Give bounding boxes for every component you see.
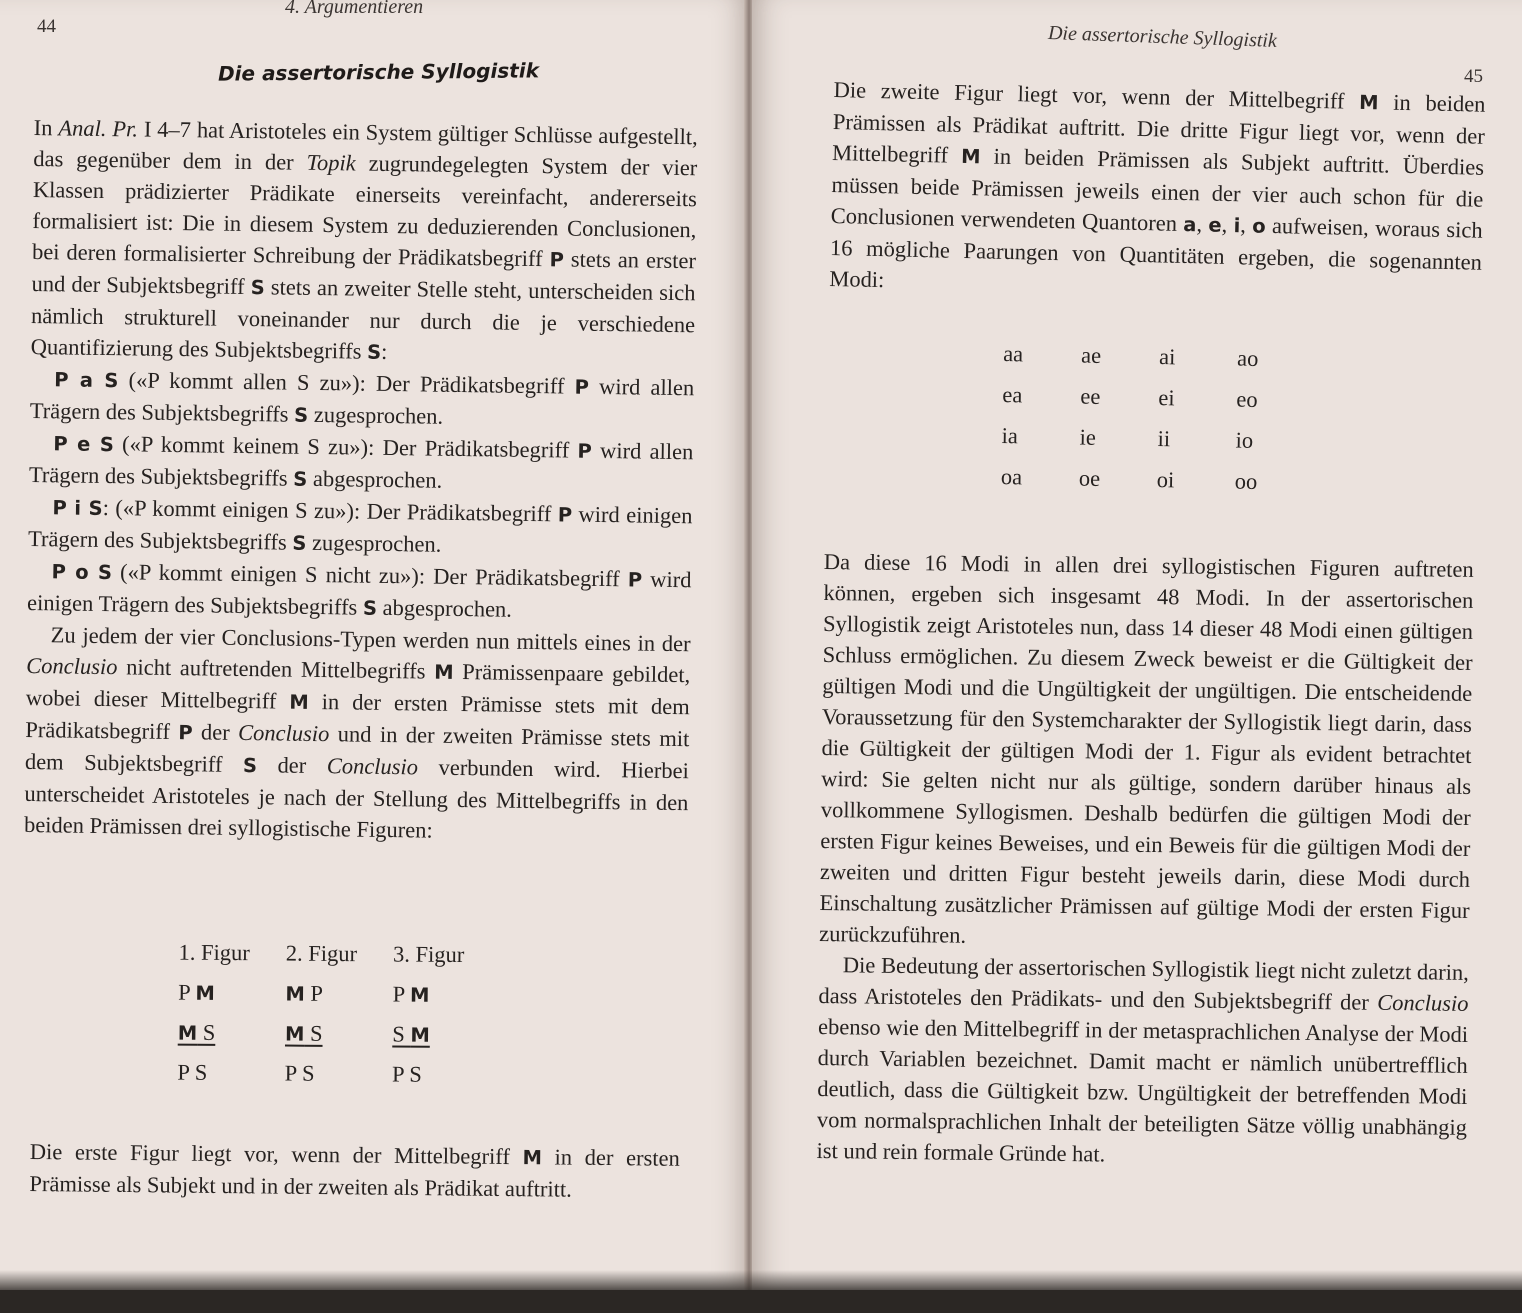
- modus-cell: oe: [1078, 464, 1101, 491]
- definition-pos: P o S («P kommt einigen S nicht zu»): Der Prädikatsbegriff P wird einigen Trägern des Subjektsbegriffs S abgesprochen.: [26, 559, 692, 622]
- modus-cell: oo: [1234, 467, 1258, 494]
- bottom-shadow: [0, 1270, 1522, 1313]
- right-page: [752, 0, 1522, 1290]
- figures-row: [177, 1053, 499, 1096]
- figures-table: [177, 933, 500, 1096]
- figure-cell: P M: [178, 979, 215, 1005]
- modus-cell: ae: [1080, 342, 1102, 368]
- modus-cell: ei: [1158, 384, 1175, 410]
- modi-row: [1002, 374, 1315, 421]
- first-figure-paragraph: Die erste Figur liegt vor, wenn der Mittelbegriff M in der ersten Prämisse als Subjekt und in der zweiten als Prädikat auftritt.: [29, 1138, 680, 1202]
- definition-pas: P a S («P kommt allen S zu»): Der Prädikatsbegriff P wird allen Trägern des Subjektsbegriffs S zugesprochen.: [29, 367, 695, 429]
- modus-cell: oi: [1156, 466, 1175, 492]
- significance-paragraph: Die Bedeutung der assertorischen Syllogistik liegt nicht zuletzt darin, dass Aristoteles den Prädikats- und den Subjektsbegriff der Conclusio ebenso wie den Mittelbegriff in der metasprachlichen Analyse der Modi durch Variablen bezeichnet. Damit macht er nämlich unübertrefflich deutlich, dass die Gültigkeit bzw. Ungültigkeit der betreffenden Modi vom normalsprachlichen Inhalt der beteiligten Sätze völlig unabhängig ist und rein formale Gründe hat.: [816, 952, 1469, 1167]
- modus-cell: ee: [1080, 383, 1101, 409]
- modi-row: [1003, 333, 1316, 380]
- definition-pes: P e S («P kommt keinem S zu»): Der Prädikatsbegriff P wird allen Trägern des Subjektsbegriffs S abgesprochen.: [28, 431, 694, 493]
- figure-cell: M S: [284, 1020, 323, 1046]
- modus-cell: ao: [1236, 345, 1259, 371]
- figure-cell: M P: [285, 980, 324, 1006]
- modus-cell: aa: [1002, 340, 1024, 366]
- second-third-figure-paragraph: Die zweite Figur liegt vor, wenn der Mittelbegriff M in beiden Prämissen als Prädikat auftritt. Die dritte Figur liegt vor, wenn der Mittelbegriff M in beiden Prämissen als Subjekt auftritt. Überdies müssen beide Prämissen jeweils einen der vier auch schon für die Conclusionen verwendeten Quantoren a, e, i, o aufweisen, woraus sich 16 mögliche Paarungen von Quantitäten ergeben, die sogenannten Modi:: [829, 76, 1486, 293]
- running-head-left: 4. Argumentieren: [285, 0, 424, 18]
- modi-row: [1001, 415, 1314, 462]
- middle-term-paragraph: Zu jedem der vier Conclusions-Typen werden nun mittels eines in der Conclusio nicht auftretenden Mittelbegriffs M Prämissenpaare gebildet, wobei dieser Mittelbegriff M in der ersten Prämisse stets mit dem Prädikatsbegriff P der Conclusio und in der zweiten Prämisse stets mit dem Subjektsbegriff S der Conclusio verbunden wird. Hierbei unterscheidet Aristoteles je nach der Stellung des Mittelbegriffs in den beiden Prämissen drei syllogistische Figuren:: [23, 622, 691, 843]
- figure-cell: P S: [284, 1060, 315, 1086]
- modus-cell: ea: [1002, 381, 1023, 407]
- figure-cell: M S: [177, 1019, 216, 1045]
- modi-table: [1000, 333, 1315, 503]
- modi-row: [1000, 456, 1313, 503]
- intro-paragraph: In Anal. Pr. I 4–7 hat Aristoteles ein System gültiger Schlüsse aufgestellt, das gegenüber dem in der Topik zugrundegelegten System der vier Klassen prädizierter Prädikate einerseits vereinfacht, andererseits formalisiert ist: Die in diesem System zu deduzierenden Conclusionen, bei deren formalisierter Schreibung der Prädikatsbegriff P stets an erster und der Subjektsbegriff S stets an zweiter Stelle steht, unterscheiden sich nämlich strukturell voneinander nur durch die je verschiedene Quantifizierung des Subjektsbegriffs S:: [30, 114, 698, 364]
- running-head-right: Die assertorische Syllogistik: [1047, 22, 1278, 52]
- modus-cell: ii: [1157, 425, 1171, 451]
- left-text-block: [24, 112, 698, 849]
- figure-cell: P S: [177, 1059, 208, 1085]
- modi-count-paragraph: Da diese 16 Modi in allen drei syllogistischen Figuren auftreten können, ergeben sich insgesamt 48 Modi. In der assertorischen Syllogistik zeigt Aristoteles nun, dass 14 dieser 48 Modi einen gültigen Schluss ermöglichen. Zu diesem Zweck beweist er die Gültigkeit der gültigen Modi und die Ungültigkeit der ungültigen. Die entscheidende Voraussetzung für den Systemcharakter der Syllogistik liegt darin, dass die Gültigkeit der gültigen Modi der 1. Figur als evident betrachtet wird: Sie gelten nicht nur als gültige, sondern darüber hinaus als vollkommene Syllogismen. Deshalb bedürfen die gültigen Modi der ersten Figur keines Beweises, und ein Beweis für die gültigen Modi der zweiten und dritten Figur besteht jeweils darin, diese Modi durch Einschaltung zusätzlicher Prämissen auf gültige Modi der ersten Figur zurückzuführen.: [819, 548, 1474, 948]
- figure-header: 2. Figur: [285, 940, 358, 967]
- modus-cell: ia: [1001, 422, 1019, 448]
- modus-cell: ai: [1158, 343, 1176, 369]
- figure-cell: P M: [392, 981, 430, 1007]
- modus-cell: io: [1235, 426, 1254, 453]
- page-number-right: 45: [1464, 66, 1483, 87]
- figure-header: 3. Figur: [392, 941, 465, 968]
- figures-header-row: [178, 933, 500, 976]
- figures-row: [178, 1013, 500, 1056]
- figures-row: [178, 973, 500, 1016]
- modus-cell: ie: [1079, 424, 1097, 450]
- section-heading: Die assertorische Syllogistik: [217, 58, 540, 86]
- modus-cell: eo: [1236, 386, 1258, 412]
- definition-pis: P i S: («P kommt einigen S zu»): Der Prädikatsbegriff P wird einigen Trägern des Subjektsbegriffs S zugesprochen.: [27, 494, 693, 557]
- page-number-left: 44: [37, 16, 56, 37]
- right-text-block-top: [829, 74, 1486, 309]
- figure-cell: S M: [392, 1021, 430, 1047]
- left-page: [0, 0, 748, 1290]
- left-closing-block: [29, 1136, 680, 1206]
- figure-cell: P S: [391, 1061, 422, 1087]
- modus-cell: oa: [1000, 463, 1023, 489]
- right-text-block-bottom: [816, 546, 1474, 1174]
- figure-header: 1. Figur: [178, 939, 250, 966]
